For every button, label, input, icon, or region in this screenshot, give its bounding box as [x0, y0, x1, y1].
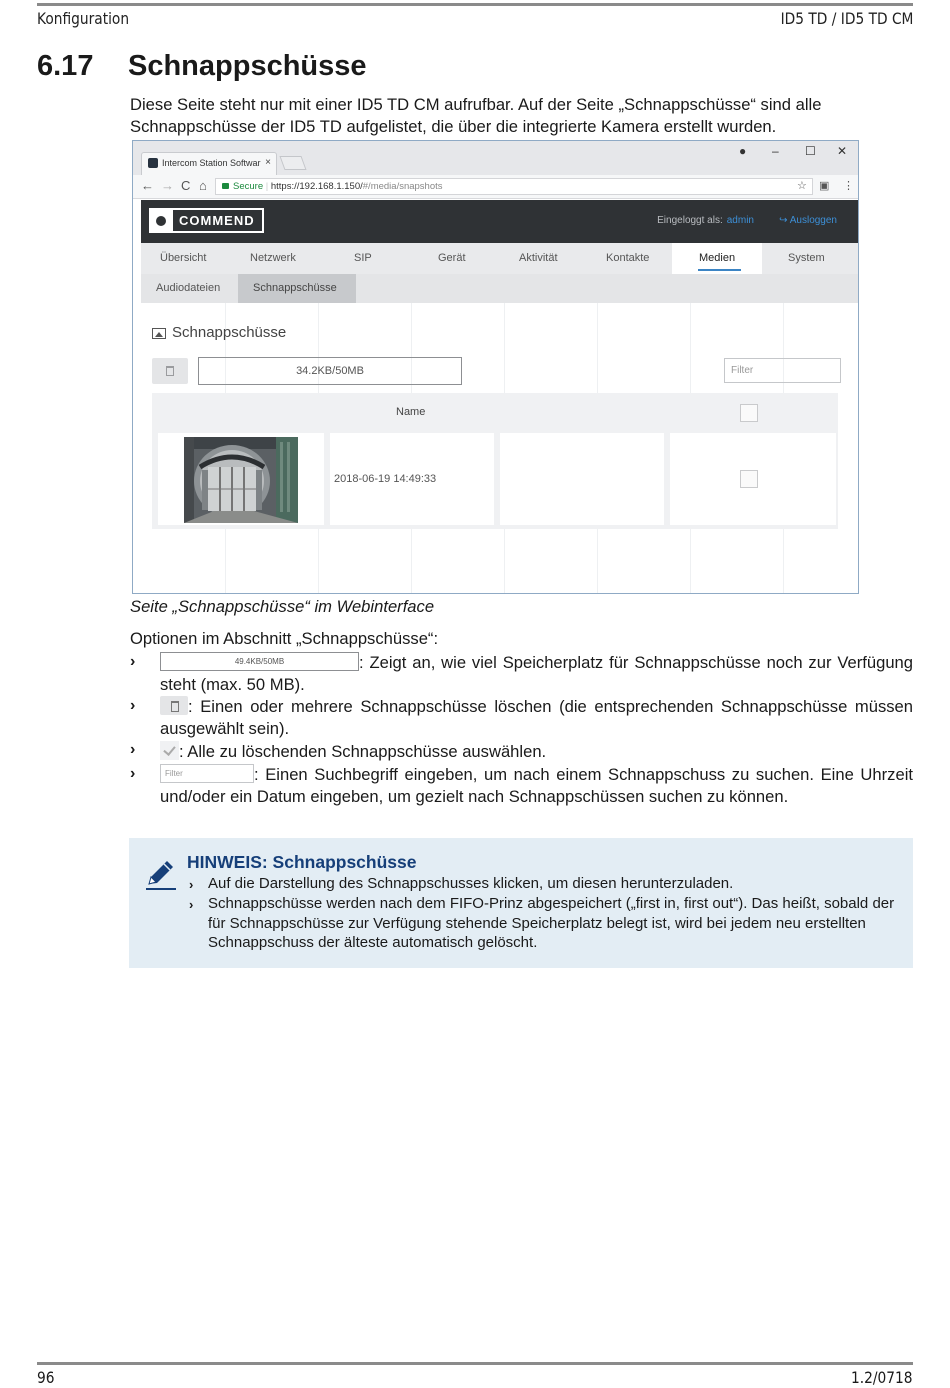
bullet-icon: ›: [130, 697, 136, 714]
favicon-icon: [148, 158, 158, 168]
revolving-door-photo: [184, 437, 298, 523]
tab-geraet[interactable]: Gerät: [438, 252, 466, 264]
browser-tabbar: [133, 141, 858, 175]
table-row[interactable]: [158, 433, 836, 525]
header-chapter: Konfiguration: [37, 9, 130, 28]
checkmark-icon: [160, 741, 179, 760]
main-nav: [141, 243, 859, 274]
logo-mark-icon: [151, 210, 173, 231]
home-icon[interactable]: ⌂: [199, 178, 207, 193]
note-title: HINWEIS: Schnappschüsse: [187, 852, 417, 872]
cell-separator: [324, 433, 330, 525]
url-secure-label: Secure: [233, 181, 264, 192]
tab-aktivitaet[interactable]: Aktivität: [519, 252, 558, 264]
tab-medien[interactable]: Medien: [699, 252, 736, 264]
tab-sip[interactable]: SIP: [354, 252, 372, 264]
pencil-icon: [143, 856, 179, 892]
snapshot-panel: [141, 303, 859, 594]
section-title: Schnappschüsse: [128, 50, 367, 82]
panel-title: Schnappschüsse: [172, 324, 287, 341]
url-host: https://192.168.1.150/: [270, 181, 363, 192]
maximize-icon[interactable]: ☐: [805, 144, 816, 158]
bullet-icon: ›: [130, 741, 136, 758]
tab-kontakte[interactable]: Kontakte: [606, 252, 650, 264]
storage-indicator: 34.2KB/50MB: [198, 357, 462, 385]
note-box: [129, 838, 913, 968]
logout-link[interactable]: ↪ Ausloggen: [779, 215, 837, 226]
options-intro: Optionen im Abschnitt „Schnappschüsse“:: [130, 629, 439, 648]
browser-menu-icon[interactable]: ⋮: [843, 180, 854, 192]
filter-sample: Filter: [160, 764, 254, 783]
cast-icon[interactable]: ▣: [819, 180, 830, 192]
bookmark-star-icon[interactable]: ☆: [797, 180, 807, 192]
browser-tab-title: Intercom Station Softwar: [162, 158, 261, 168]
section-number: 6.17: [37, 50, 94, 82]
row-checkbox[interactable]: [740, 470, 758, 488]
snapshot-thumbnail[interactable]: [184, 437, 298, 523]
header-product: ID5 TD / ID5 TD CM: [780, 9, 913, 28]
url-field[interactable]: Secure | https://192.168.1.150/#/media/snapshots: [215, 178, 813, 195]
bullet-icon: ›: [130, 653, 136, 670]
option-delete: : Einen oder mehrere Schnappschüsse löschen (die entsprechenden Schnappschüsse müssen ausgewählt sein).: [160, 697, 913, 738]
note-item: Schnappschüsse werden nach dem FIFO-Prinz abgespeichert („first in, first out“). Das heißt, sobald der für Schnappschüsse zur Verfügung stehende Speicherplatz belegt ist, wird bei jedem neu erstellten Schnappschuss der älteste automatisch gelöscht.: [208, 895, 895, 951]
bullet-icon: ›: [189, 877, 194, 892]
delete-button[interactable]: [152, 358, 188, 384]
intro-paragraph: Diese Seite steht nur mit einer ID5 TD CM aufrufbar. Auf der Seite „Schnappschüsse“ sind alle Schnappschüsse der ID5 TD aufgelistet, die über die integrierte Kamera erstellt wurden.: [130, 95, 822, 136]
tab-close-icon[interactable]: ×: [265, 157, 271, 168]
document-version: 1.2/0718: [851, 1368, 913, 1387]
tab-system[interactable]: System: [788, 252, 825, 264]
new-tab-button[interactable]: [279, 156, 306, 170]
account-icon[interactable]: ●: [739, 144, 747, 158]
minimize-icon[interactable]: –: [772, 144, 779, 158]
figure-caption: Seite „Schnappschüsse“ im Webinterface: [130, 597, 435, 616]
logged-in-user[interactable]: admin: [726, 215, 754, 226]
select-all-checkbox[interactable]: [740, 404, 758, 422]
subtab-schnappschuesse[interactable]: Schnappschüsse: [253, 282, 337, 294]
header-rule: [37, 3, 913, 6]
active-tab-indicator: [698, 269, 741, 271]
reload-icon[interactable]: C: [181, 178, 191, 193]
tab-uebersicht[interactable]: Übersicht: [160, 252, 207, 264]
page-number: 96: [37, 1368, 55, 1387]
footer-rule: [37, 1362, 913, 1365]
url-path: #/media/snapshots: [362, 181, 443, 192]
trash-icon: [160, 696, 188, 715]
lock-icon: [222, 183, 229, 189]
browser-tab[interactable]: [141, 152, 277, 175]
option-filter: Filter : Einen Suchbegriff eingeben, um nach einem Schnappschuss zu suchen. Eine Uhrzeit und/oder ein Datum eingeben, um gezielt nach Schnappschüssen suchen zu können.: [160, 765, 913, 806]
webinterface-screenshot: [132, 140, 859, 594]
logged-in-label: Eingeloggt als: admin: [657, 215, 754, 226]
bullet-icon: ›: [189, 897, 194, 912]
commend-logo: COMMEND: [149, 208, 264, 233]
snapshot-table: [152, 393, 838, 529]
storage-sample: 49.4KB/50MB: [160, 652, 359, 671]
forward-icon[interactable]: →: [161, 178, 174, 193]
tab-netzwerk[interactable]: Netzwerk: [250, 252, 296, 264]
trash-icon: [166, 366, 174, 376]
note-item: Auf die Darstellung des Schnappschusses klicken, um diesen herunterzuladen.: [208, 875, 734, 892]
browser-address-bar: [133, 175, 858, 199]
option-select-all: : Alle zu löschenden Schnappschüsse auswählen.: [160, 741, 913, 763]
close-window-icon[interactable]: ✕: [837, 144, 848, 158]
sub-nav: [141, 274, 859, 303]
column-header-name: Name: [396, 406, 426, 418]
option-storage: 49.4KB/50MB : Zeigt an, wie viel Speicherplatz für Schnappschüsse noch zur Verfügung steht (max. 50 MB).: [160, 653, 913, 694]
filter-input[interactable]: Filter: [724, 358, 841, 383]
cell-separator: [664, 433, 670, 525]
app-header: [141, 200, 859, 243]
logout-icon: ↪: [779, 215, 790, 226]
image-icon: [152, 328, 166, 339]
snapshot-date: 2018-06-19 14:49:33: [334, 473, 437, 485]
bullet-icon: ›: [130, 765, 136, 782]
back-icon[interactable]: ←: [141, 178, 154, 193]
cell-separator: [494, 433, 500, 525]
subtab-audiodateien[interactable]: Audiodateien: [156, 282, 221, 294]
